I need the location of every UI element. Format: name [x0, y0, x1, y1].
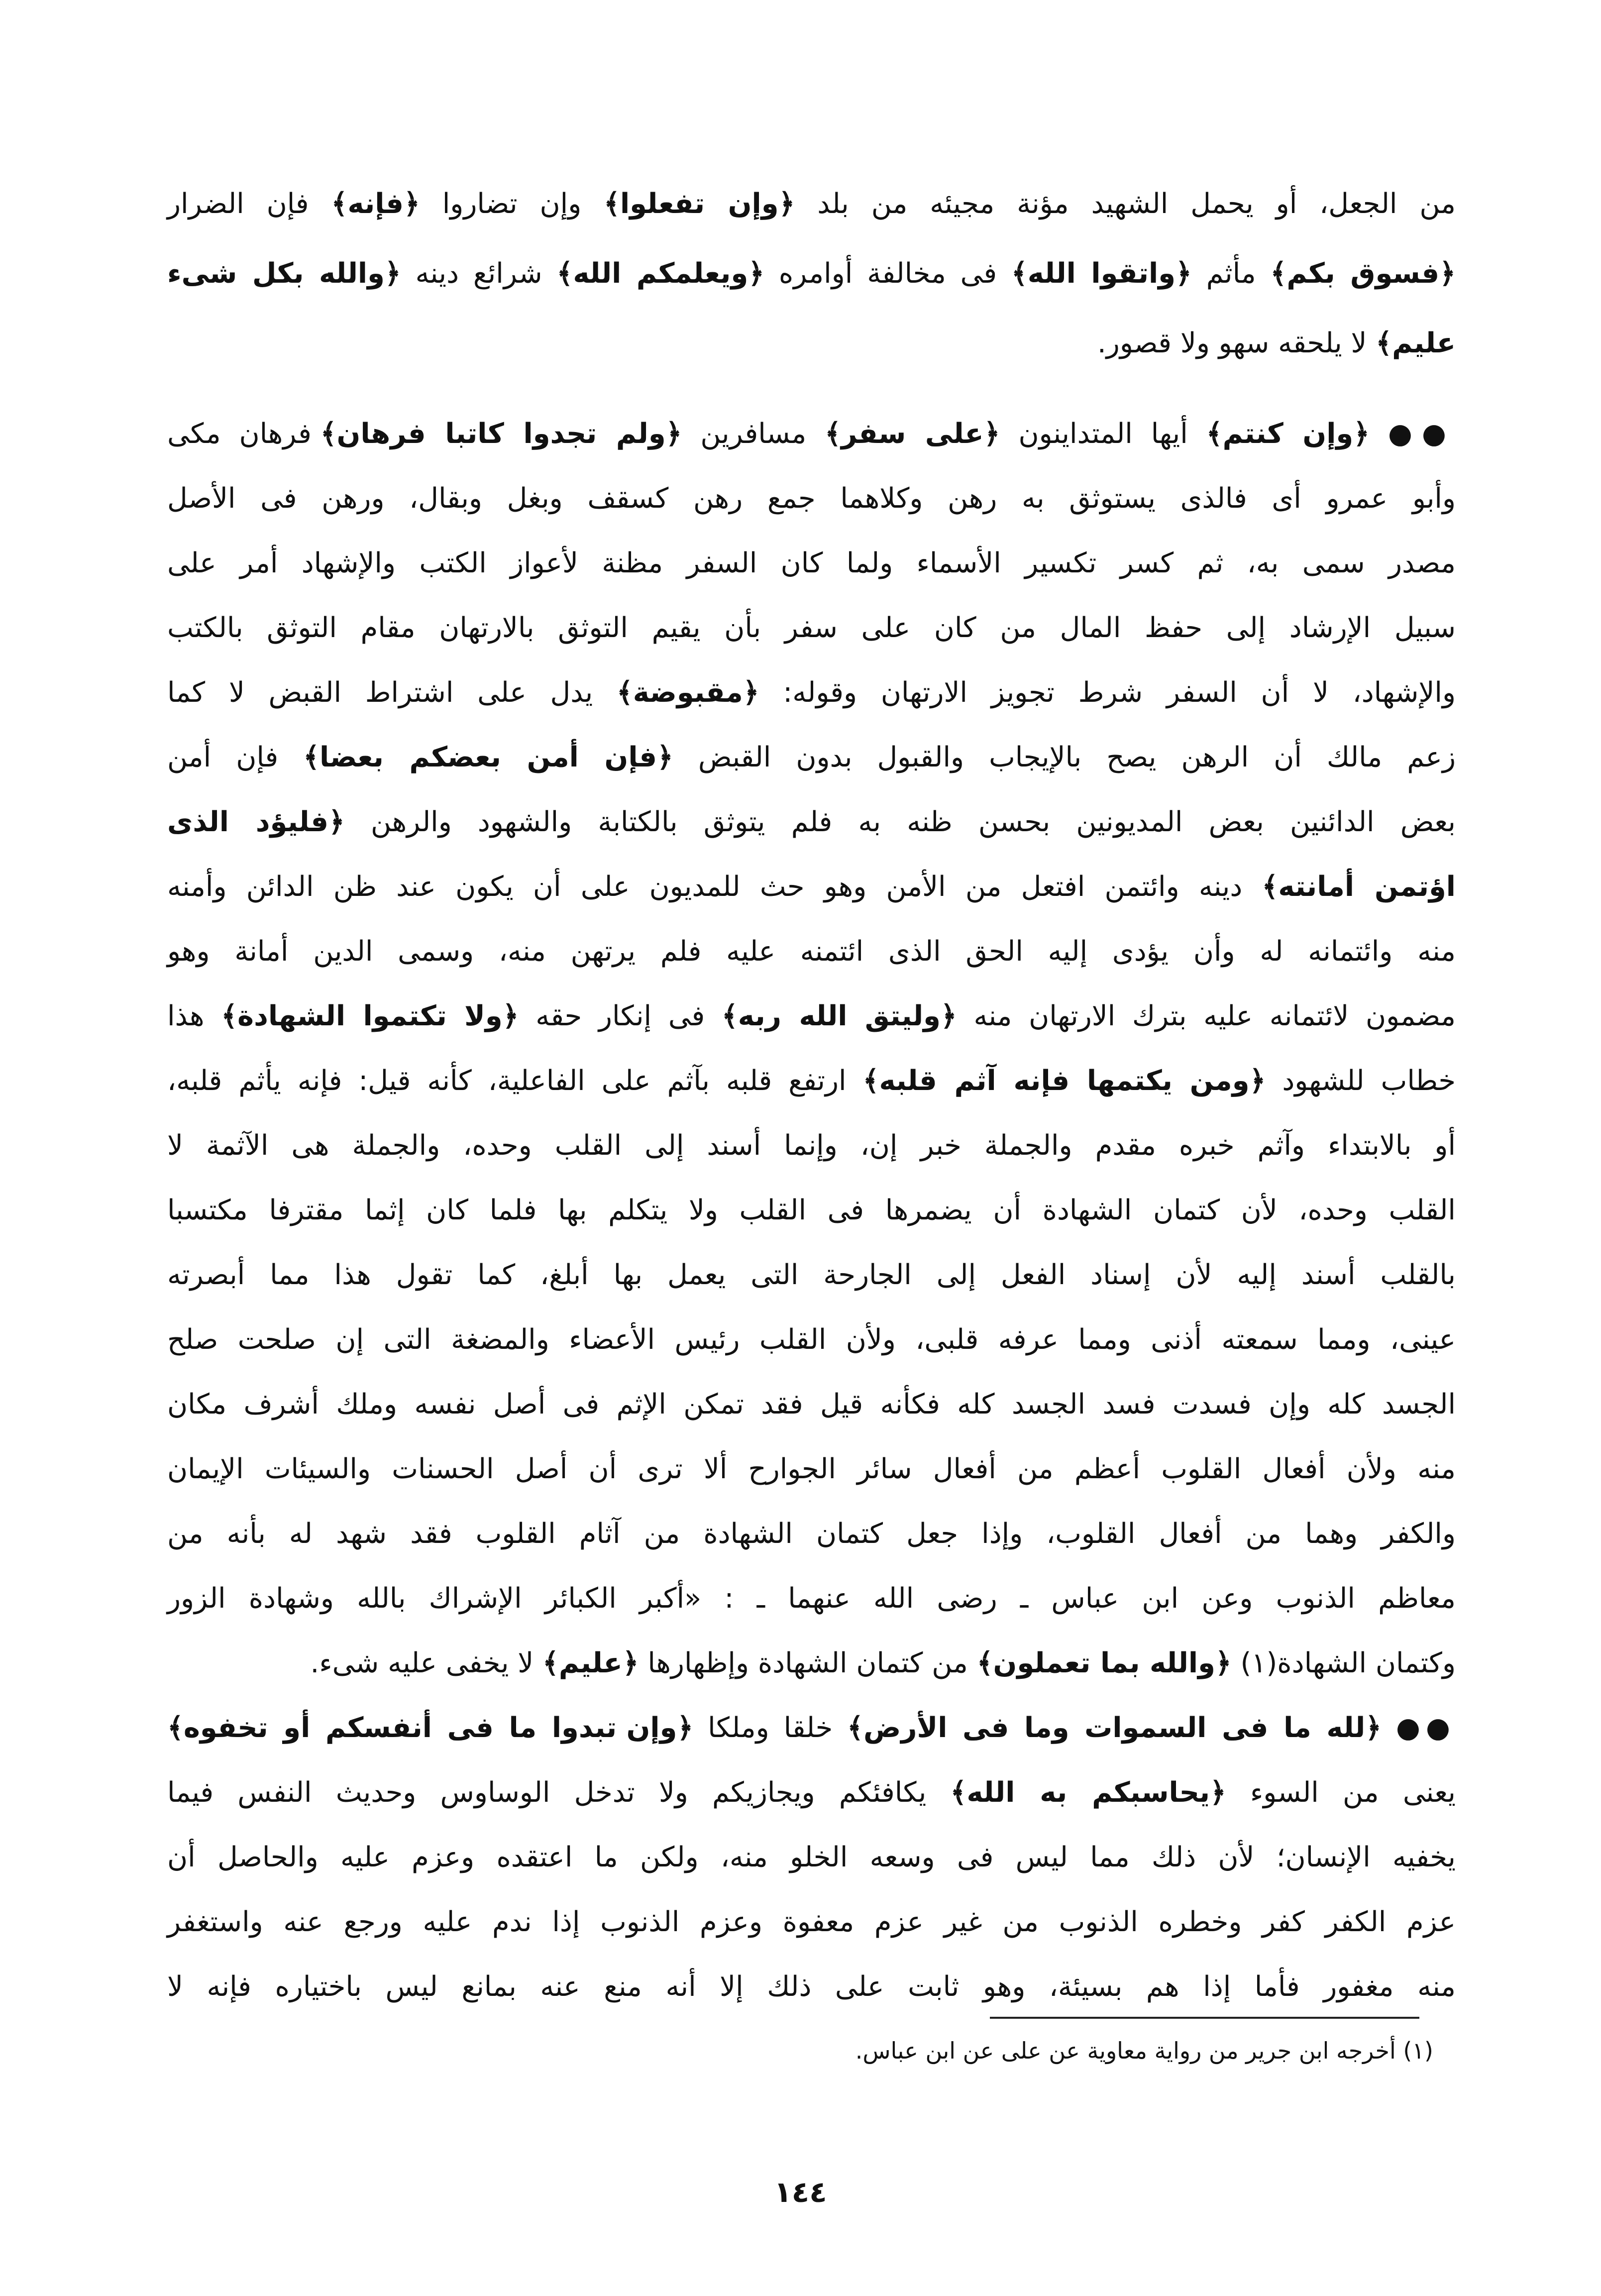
quran-quote: ﴿فليؤد الذى — [167, 806, 345, 838]
text-line: عليم﴾ لا يلحقه سهو ولا قصور. — [1097, 327, 1456, 359]
text-line: منه وائتمانه له وأن يؤدى إليه الحق الذى ائتمنه عليه فلم يرتهن منه، وسمى الدين أمانة وهو — [167, 935, 1456, 968]
text-line: والكفر وهما من أفعال القلوب، وإذا جعل كتمان الشهادة من آثام القلوب فقد شهد له بأنه من — [167, 1518, 1456, 1550]
quran-quote: ﴿وإن تفعلوا﴾ — [604, 188, 795, 220]
quran-quote: ﴿فإنه﴾ — [331, 188, 420, 220]
quran-quote: عليم﴾ — [1376, 327, 1456, 359]
text-line: اؤتمن أمانته﴾ دينه وائتمن افتعل من الأمن وهو حث للمديون على أن يكون عند ظن الدائن وأمنه — [167, 871, 1456, 903]
text-line: الجسد كله وإن فسدت فسد الجسد كله فكأنه قيل فقد تمكن الإثم فى أصل نفسه وملك أشرف مكان — [167, 1388, 1456, 1421]
text-line: من الجعل، أو يحمل الشهيد مؤنة مجيئه من بلد ﴿وإن تفعلوا﴾ وإن تضاروا ﴿فإنه﴾ فإن الضرار — [167, 188, 1456, 220]
quran-quote: ﴿والله بكل شىء — [167, 257, 401, 290]
quran-quote: ﴿عليم﴾ — [542, 1647, 639, 1679]
quran-quote: ﴿والله بما تعملون﴾ — [976, 1647, 1232, 1679]
quran-quote: ﴿ويعلمكم الله﴾ — [556, 257, 765, 290]
quran-quote: ﴿وإن كنتم﴾ — [1206, 418, 1370, 450]
quran-quote: ﴿مقبوضة﴾ — [616, 676, 759, 709]
quran-quote: ﴿وليتق الله ربه﴾ — [721, 1000, 957, 1032]
text-line: ●● ﴿لله ما فى السموات وما فى الأرض﴾ خلقا وملكا ﴿وإن تبدوا ما فى أنفسكم أو تخفوه﴾ — [167, 1712, 1456, 1744]
text-line: يخفيه الإنسان؛ لأن ذلك مما ليس فى وسعه الخلو منه، ولكن ما اعتقده وعزم عليه والحاصل أن — [167, 1841, 1456, 1873]
text-line: ﴿فسوق بكم﴾ مأثم ﴿واتقوا الله﴾ فى مخالفة أوامره ﴿ويعلمكم الله﴾ شرائع دينه ﴿والله بكل شىء — [167, 257, 1456, 290]
page-number: ١٤٤ — [774, 2175, 827, 2209]
text-line: يعنى من السوء ﴿يحاسبكم به الله﴾ يكافئكم ويجازيكم ولا تدخل الوساوس وحديث النفس فيما — [167, 1776, 1456, 1809]
text-line: أو بالابتداء وآثم خبره مقدم والجملة خبر إن، وإنما أسند إلى القلب وحده، والجملة هى الآثمة لا — [167, 1129, 1456, 1162]
quran-quote: اؤتمن أمانته﴾ — [1262, 871, 1456, 903]
text-line: وأبو عمرو أى فالذى يستوثق به رهن وكلاهما جمع رهن كسقف وبغل وبقال، ورهن فى الأصل — [167, 482, 1456, 515]
text-line: زعم مالك أن الرهن يصح بالإيجاب والقبول بدون القبض ﴿فإن أمن بعضكم بعضا﴾ فإن أمن — [167, 741, 1456, 773]
text-line: سبيل الإرشاد إلى حفظ المال من كان على سفر بأن يقيم التوثق بالارتهان مقام التوثق بالكتب — [167, 612, 1456, 644]
text-line: بعض الدائنين بعض المديونين بحسن ظنه به فلم يتوثق بالكتابة والشهود والرهن ﴿فليؤد الذى — [167, 806, 1456, 838]
quran-quote: ﴿ومن يكتمها فإنه آثم قلبه﴾ — [862, 1065, 1266, 1097]
quran-quote: ﴿لله ما فى السموات وما فى الأرض﴾ — [847, 1712, 1382, 1744]
quran-quote: ﴿ولم تجدوا كاتبا فرهان﴾ — [320, 418, 682, 450]
text-line: منه ولأن أفعال القلوب أعظم من أفعال سائر الجوارح ألا ترى أن أصل الحسنات والسيئات الإيمان — [167, 1453, 1456, 1485]
text-line: والإشهاد، لا أن السفر شرط تجويز الارتهان وقوله: ﴿مقبوضة﴾ يدل على اشتراط القبض لا كما — [167, 676, 1456, 709]
text-line: ●● ﴿وإن كنتم﴾ أيها المتداينون ﴿على سفر﴾ مسافرين ﴿ولم تجدوا كاتبا فرهان﴾ فرهان مكى — [167, 418, 1456, 450]
footnote-divider — [990, 2017, 1419, 2019]
text-line: معاظم الذنوب وعن ابن عباس ـ رضى الله عنهما ـ : «أكبر الكبائر الإشراك بالله وشهادة الزور — [167, 1582, 1456, 1615]
text-line: مصدر سمى به، ثم كسر تكسير الأسماء ولما كان السفر مظنة لأعواز الكتب والإشهاد أمر على — [167, 547, 1456, 579]
text-line: خطاب للشهود ﴿ومن يكتمها فإنه آثم قلبه﴾ ارتفع قلبه بآثم على الفاعلية، كأنه قيل: فإنه يأثم قلبه، — [167, 1065, 1456, 1097]
quran-quote: ﴿ولا تكتموا الشهادة﴾ — [221, 1000, 519, 1032]
text-line: منه مغفور فأما إذا هم بسيئة، وهو ثابت على ذلك إلا أنه منع عنه بمانع ليس باختياره فإنه لا — [167, 1970, 1456, 2003]
text-line: عزم الكفر كفر وخطره الذنوب من غير عزم معفوة وعزم الذنوب إذا ندم عليه ورجع عنه واستغفر — [167, 1906, 1456, 1938]
text-line: بالقلب أسند إليه لأن إسناد الفعل إلى الجارحة التى يعمل بها أبلغ، كما تقول هذا مما أبصرته — [167, 1259, 1456, 1291]
footnote: (١) أخرجه ابن جرير من رواية معاوية عن على عن ابن عباس. — [855, 2037, 1433, 2064]
quran-quote: ﴿واتقوا الله﴾ — [1011, 257, 1192, 290]
quran-quote: ﴿على سفر﴾ — [825, 418, 1000, 450]
text-line: القلب وحده، لأن كتمان الشهادة أن يضمرها فى القلب ولا يتكلم بها فلما كان إثما مقترفا مكتسبا — [167, 1194, 1456, 1226]
text-line: مضمون لائتمانه عليه بترك الارتهان منه ﴿وليتق الله ربه﴾ فى إنكار حقه ﴿ولا تكتموا الشهادة﴾ هذا — [167, 1000, 1456, 1032]
quran-quote: ﴿وإن تبدوا ما فى أنفسكم أو تخفوه﴾ — [167, 1712, 694, 1744]
quran-quote: ﴿فسوق بكم﴾ — [1270, 257, 1456, 290]
quran-quote: ﴿فإن أمن بعضكم بعضا﴾ — [303, 741, 673, 773]
text-line: عينى، ومما سمعته أذنى ومما عرفه قلبى، ولأن القلب رئيس الأعضاء والمضغة التى إن صلحت صلح — [167, 1323, 1456, 1356]
quran-quote: ﴿يحاسبكم به الله﴾ — [950, 1776, 1226, 1809]
text-line: وكتمان الشهادة(١) ﴿والله بما تعملون﴾ من كتمان الشهادة وإظهارها ﴿عليم﴾ لا يخفى عليه شىء. — [310, 1647, 1456, 1679]
